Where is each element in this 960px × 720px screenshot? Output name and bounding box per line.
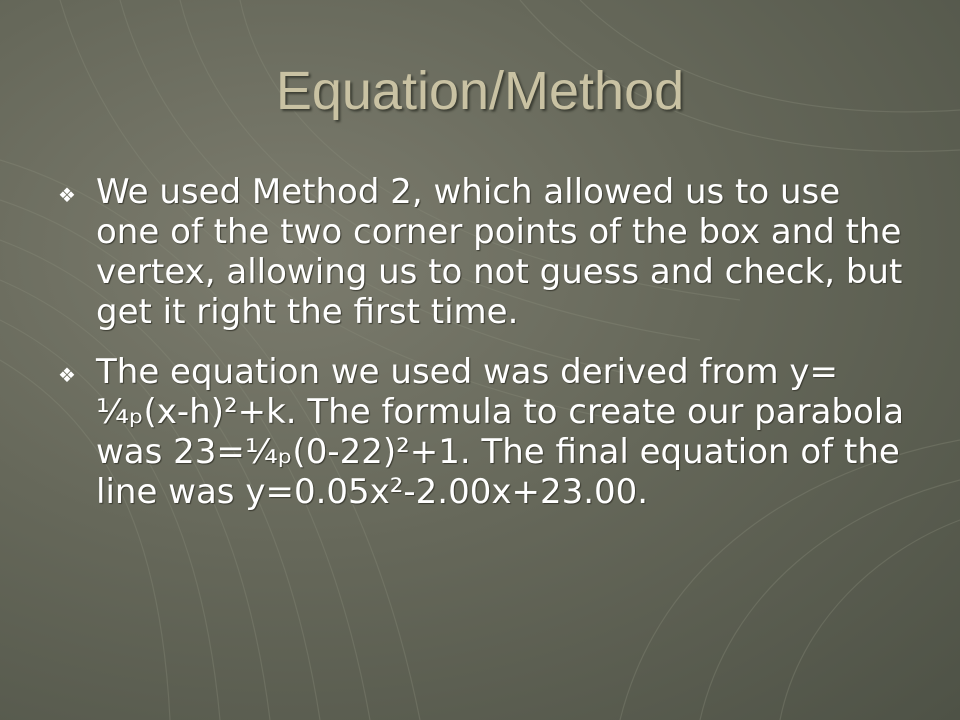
bullet-item-equation xyxy=(58,352,908,512)
slide-title: Equation/Method xyxy=(275,61,685,121)
bullet-text: The equation we used was derived from y= ¼ₚ(x-h)²+k. The formula to create our parabola was 23=¼ₚ(0-22)²+1. The final equation of the line was y=0.05x²-2.00x+23.00. xyxy=(96,352,905,512)
bullet-list xyxy=(58,172,908,532)
diamond-bullet-icon: ❖ xyxy=(58,183,76,207)
diamond-bullet-icon: ❖ xyxy=(58,363,76,387)
bullet-text: We used Method 2, which allowed us to use one of the two corner points of the box and the vertex, allowing us to not guess and check, but get it right the first time. xyxy=(96,172,903,332)
bullet-item-method xyxy=(58,172,908,332)
